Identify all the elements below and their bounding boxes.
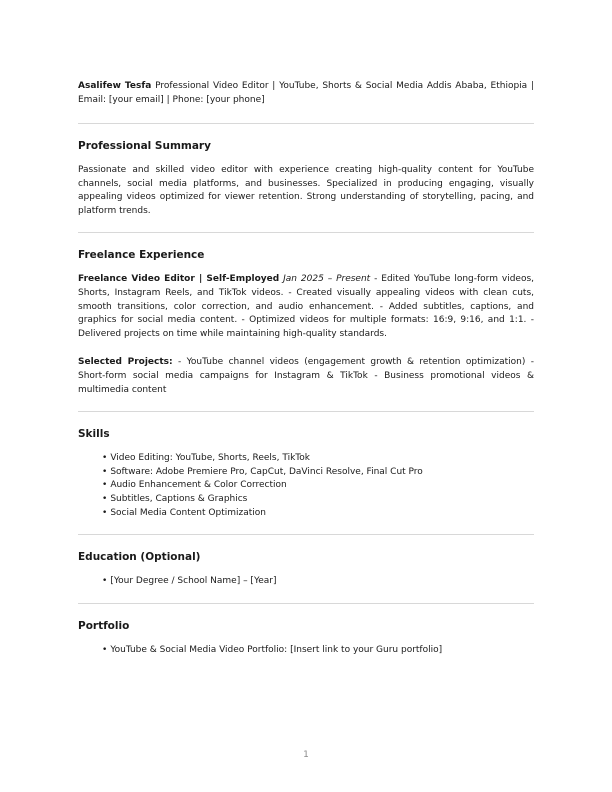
experience-entry bbox=[78, 273, 534, 341]
page-number: 1 bbox=[303, 750, 309, 760]
projects-text: - YouTube channel videos (engagement growth & retention optimization) - Short-form social media campaigns for Instagram & TikTok - Business promotional videos & multimedia content bbox=[78, 357, 534, 395]
resume-page bbox=[78, 80, 534, 657]
divider bbox=[78, 123, 534, 124]
list-item: • Social Media Content Optimization bbox=[102, 507, 266, 518]
job-dates: Jan 2025 – Present bbox=[283, 274, 371, 285]
list-item: • Audio Enhancement & Color Correction bbox=[102, 480, 287, 491]
portfolio-list bbox=[78, 644, 534, 658]
list-item: • YouTube & Social Media Video Portfolio: [Insert link to your Guru portfolio] bbox=[102, 644, 443, 655]
job-description: - Edited YouTube long-form videos, Shorts, Instagram Reels, and TikTok videos. - Created visually appealing videos with clean cuts, smooth transitions, color correction, and audio enhancement. - Added subtitles, captions, and graphics for social media content. - Optimized videos for multiple formats: 16:9, 9:16, and 1:1. - Delivered projects on time while maintaining high-quality standards. bbox=[78, 274, 535, 339]
bullet-icon: • bbox=[102, 507, 108, 518]
candidate-name: Asalifew Tesfa bbox=[78, 81, 152, 91]
education-list bbox=[78, 575, 534, 589]
bullet-icon: • bbox=[102, 644, 108, 655]
list-item: • Software: Adobe Premiere Pro, CapCut, DaVinci Resolve, Final Cut Pro bbox=[102, 466, 423, 477]
list-item: • [Your Degree / School Name] – [Year] bbox=[102, 576, 277, 587]
bullet-icon: • bbox=[102, 466, 108, 477]
divider bbox=[78, 232, 534, 233]
divider bbox=[78, 411, 534, 412]
section-heading-education: Education (Optional) bbox=[78, 551, 201, 564]
list-item: • Subtitles, Captions & Graphics bbox=[102, 493, 248, 504]
section-heading-summary: Professional Summary bbox=[78, 140, 211, 152]
header-details: Professional Video Editor | YouTube, Shorts & Social Media Addis Ababa, Ethiopia | Email: [your email] | Phone: [your phone] bbox=[78, 81, 534, 105]
bullet-icon: • bbox=[102, 493, 108, 504]
skills-list bbox=[78, 452, 534, 520]
summary-text: Passionate and skilled video editor with experience creating high-quality content for YouTube channels, social media platforms, and businesses. Specialized in producing engaging, visually appealing videos optimized for viewer retention. Strong understanding of storytelling, pacing, and platform trends. bbox=[78, 165, 534, 216]
divider bbox=[78, 534, 534, 535]
bullet-icon: • bbox=[102, 453, 108, 464]
section-heading-experience: Freelance Experience bbox=[78, 249, 205, 262]
bullet-icon: • bbox=[102, 480, 108, 491]
projects-label: Selected Projects: bbox=[78, 357, 173, 368]
header-line bbox=[78, 80, 534, 107]
divider bbox=[78, 603, 534, 604]
selected-projects bbox=[78, 356, 534, 397]
job-role: Freelance Video Editor | Self-Employed bbox=[78, 274, 280, 285]
bullet-icon: • bbox=[102, 576, 108, 587]
section-heading-portfolio: Portfolio bbox=[78, 619, 130, 632]
section-heading-skills: Skills bbox=[78, 428, 110, 441]
list-item: • Video Editing: YouTube, Shorts, Reels, TikTok bbox=[102, 453, 310, 464]
